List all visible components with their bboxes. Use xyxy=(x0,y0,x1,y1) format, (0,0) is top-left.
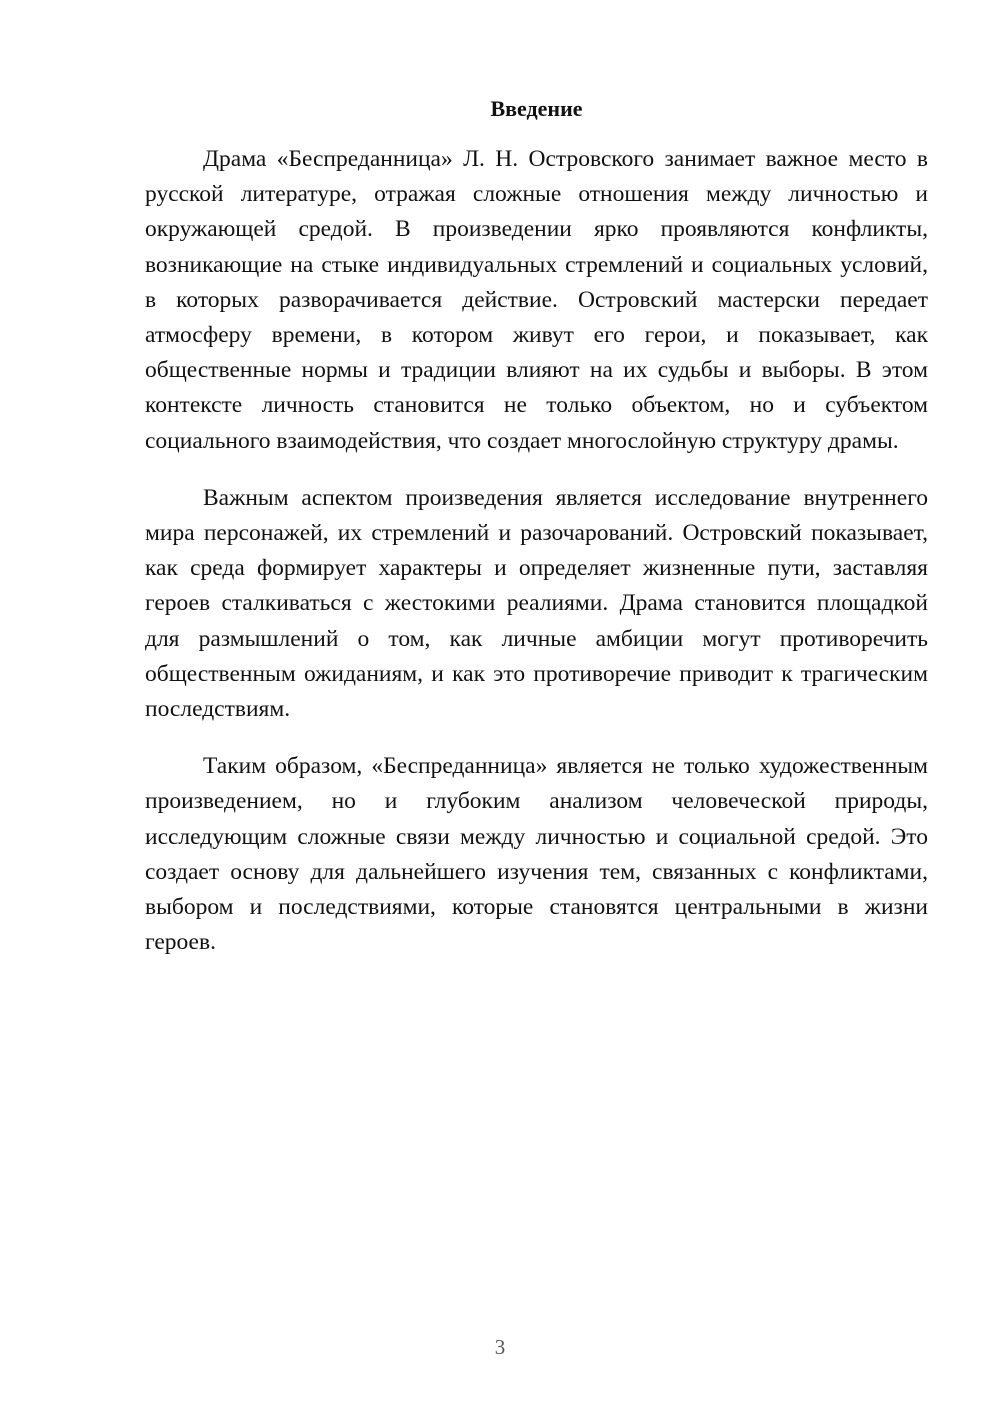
paragraph-3: Таким образом, «Беспреданница» является не только художественным произведением, но и глубоким анализом человеческой природы, исследующим сложные связи между личностью и социальной средой. Это создает основу для дальнейшего изучения тем, связанных с конфликтами, выбором и последствиями, которые становятся центральными в жизни героев. xyxy=(145,753,928,956)
paragraph-1: Драма «Беспреданница» Л. Н. Островского занимает важное место в русской литературе, отражая сложные отношения между личностью и окружающей средой. В произведении ярко проявляются конфликты, возникающие на стыке индивидуальных стремлений и социальных условий, в которых разворачивается действие. Островский мастерски передает атмосферу времени, в котором живут его герои, и показывает, как общественные нормы и традиции влияют на их судьбы и выборы. В этом контексте личность становится не только объектом, но и субъектом социального взаимодействия, что создает многослойную структуру драмы. xyxy=(145,146,928,454)
page-content xyxy=(145,94,928,982)
paragraph-2: Важным аспектом произведения является исследование внутреннего мира персонажей, их стремлений и разочарований. Островский показывает, как среда формирует характеры и определяет жизненные пути, заставляя героев сталкиваться с жестокими реалиями. Драма становится площадкой для размышлений о том, как личные амбиции могут противоречить общественным ожиданиям, и как это противоречие приводит к трагическим последствиям. xyxy=(145,484,928,723)
section-title: Введение xyxy=(490,96,583,121)
page-number: 3 xyxy=(494,1335,506,1359)
